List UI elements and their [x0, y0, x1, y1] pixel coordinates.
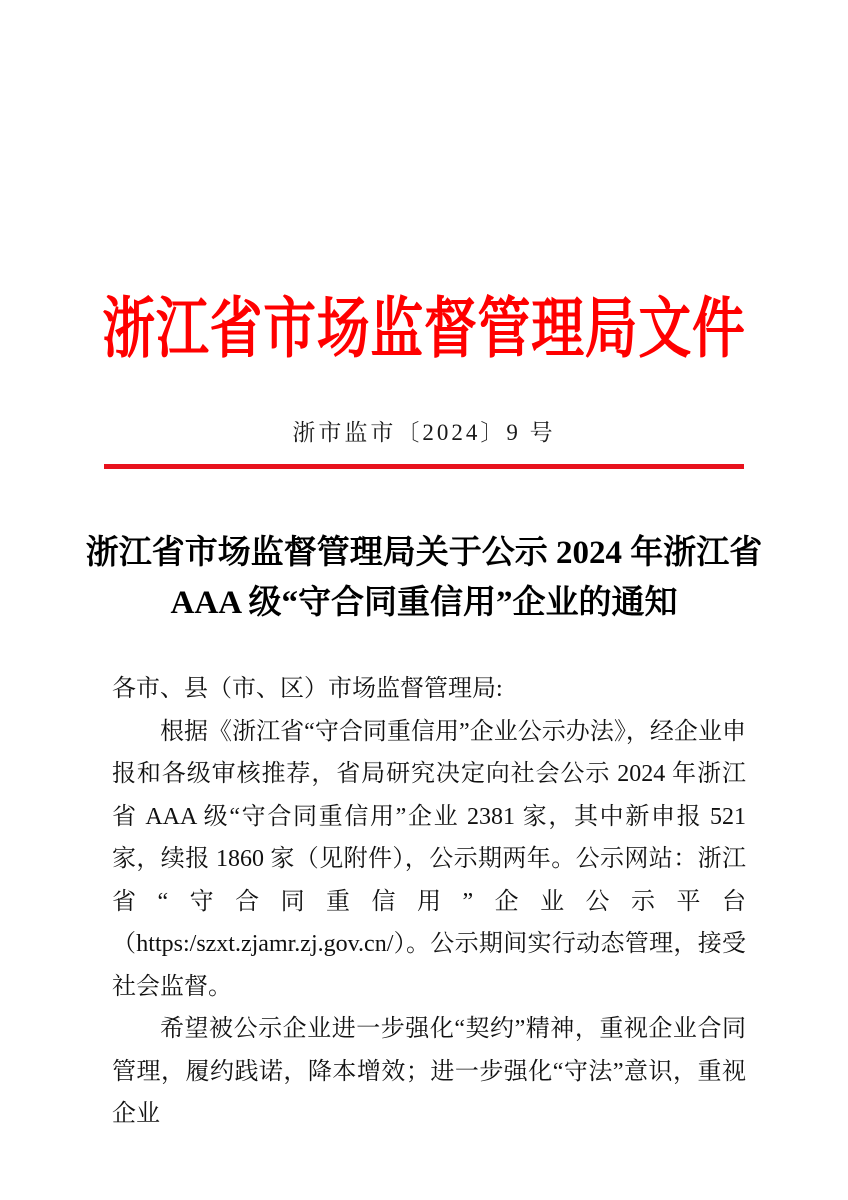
document-number: 浙市监市〔2024〕9 号 [292, 420, 556, 445]
agency-letterhead-title: 浙江省市场监督管理局文件 [102, 293, 746, 366]
salutation-line: 各市、县（市、区）市场监督管理局: [112, 676, 503, 702]
body-paragraph-1: 根据《浙江省“守合同重信用”企业公示办法》，经企业申报和各级审核推荐，省局研究决定向社会公示 2024 年浙江省 AAA 级“守合同重信用”企业 2381 家，其中新申报 521 家，续报 1860 家（见附件），公示期两年。公示网站：浙江省“守合同重信用”企业公示平台（https:/szxt.zjamr.zj.gov.cn/）。公示期间实行动态管理，接受社会监督。 [112, 718, 746, 1000]
red-divider-rule [104, 464, 744, 469]
document-title-line1: 浙江省市场监督管理局关于公示 2024 年浙江省 [85, 535, 763, 571]
document-body [112, 668, 746, 1136]
document-title-line2: AAA 级“守合同重信用”企业的通知 [170, 585, 678, 621]
body-paragraph-2: 希望被公示企业进一步强化“契约”精神，重视企业合同管理，履约践诺，降本增效；进一步强化“守法”意识，重视企业 [112, 1016, 746, 1127]
document-title [64, 528, 784, 628]
